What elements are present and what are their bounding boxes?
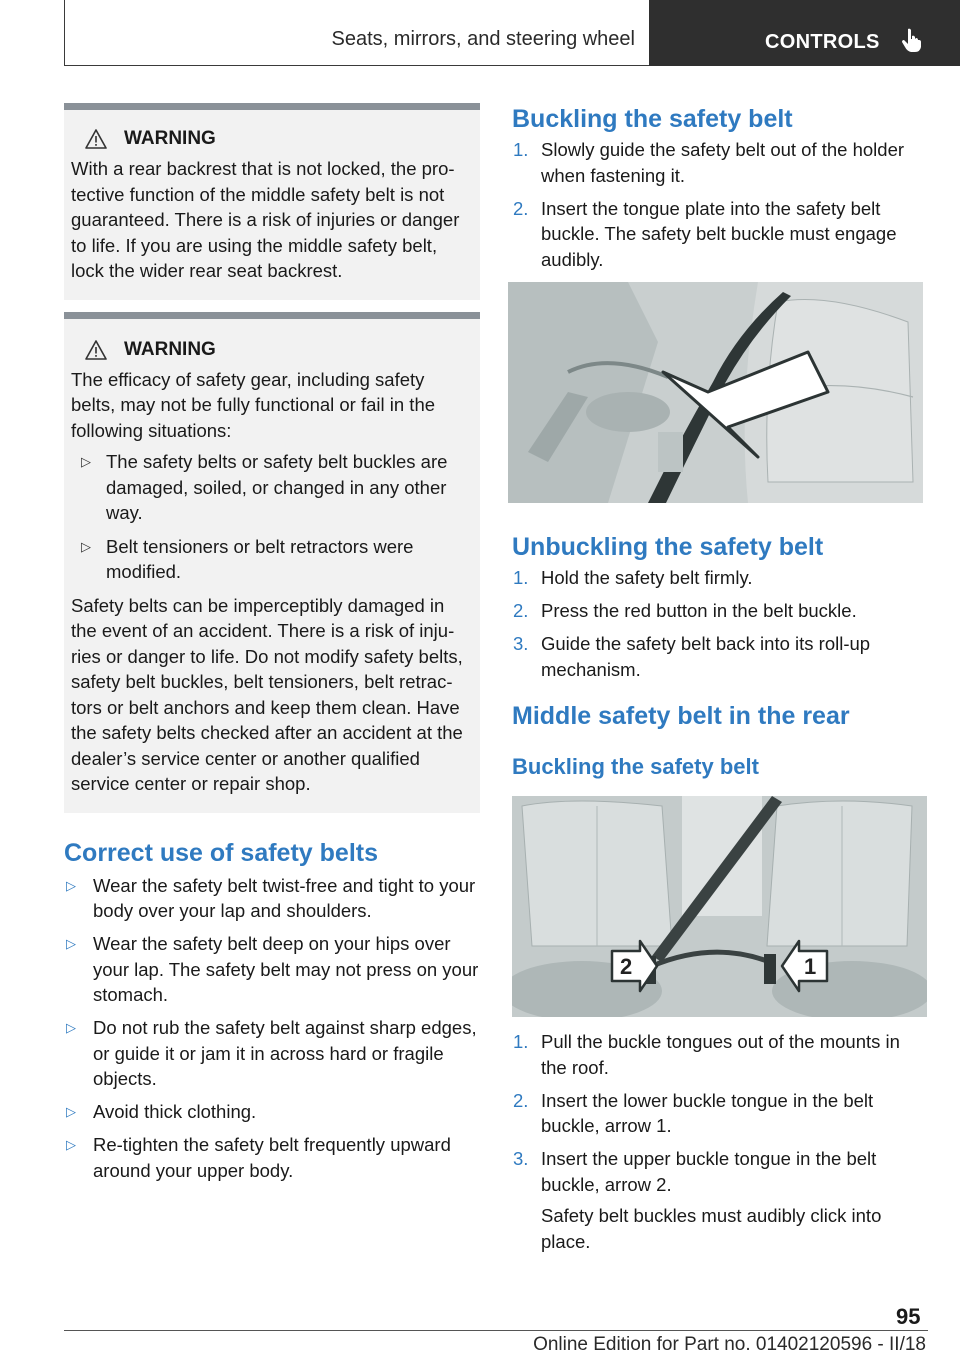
warning-triangle-icon bbox=[85, 340, 107, 360]
step-text: Slowly guide the safety belt out of the holder when fastening it. bbox=[541, 139, 905, 186]
triangle-bullet-icon: ▷ bbox=[81, 538, 91, 554]
arrow-label-2: 2 bbox=[620, 954, 633, 979]
triangle-bullet-icon: ▷ bbox=[66, 1137, 76, 1152]
section-heading-buckling: Buckling the safety belt bbox=[512, 105, 793, 133]
step-item bbox=[512, 1088, 927, 1139]
list-item bbox=[64, 931, 480, 1008]
step-item bbox=[512, 565, 927, 591]
step-text: Hold the safety belt firmly. bbox=[541, 567, 753, 588]
step-text: Pull the buckle tongues out of the mounts in the roof. bbox=[541, 1031, 900, 1078]
list-item-text: Belt tensioners or belt retractors were modified. bbox=[106, 535, 414, 582]
warning-title: WARNING bbox=[124, 338, 216, 360]
list-item bbox=[64, 1132, 480, 1183]
step-text: Insert the upper buckle tongue in the belt buckle, arrow 2. bbox=[541, 1148, 877, 1195]
step-number: 1. bbox=[513, 567, 529, 588]
section-heading-unbuckling: Unbuckling the safety belt bbox=[512, 533, 824, 561]
list-item-text: Re-tighten the safety belt frequently upward around your upper body. bbox=[93, 1134, 451, 1181]
step-item bbox=[512, 1029, 927, 1080]
list-item bbox=[71, 449, 472, 526]
step-text: Insert the lower buckle tongue in the belt buckle, arrow 1. bbox=[541, 1089, 874, 1136]
step-number: 1. bbox=[513, 1031, 529, 1052]
list-item bbox=[71, 534, 472, 585]
step-note: Safety belt buckles must audibly click into place. bbox=[541, 1205, 882, 1252]
list-item bbox=[64, 873, 480, 924]
right-column bbox=[512, 103, 927, 1262]
arrow-label-1: 1 bbox=[804, 954, 817, 979]
buckling-steps bbox=[512, 137, 927, 272]
page-number: 95 bbox=[896, 1304, 921, 1329]
footer-divider-right bbox=[864, 1330, 928, 1331]
list-item-text: Avoid thick clothing. bbox=[93, 1101, 257, 1122]
list-item bbox=[64, 1015, 480, 1092]
warning-box-efficacy bbox=[64, 312, 480, 813]
section-heading-middle-belt: Middle safety belt in the rear bbox=[512, 702, 850, 730]
step-number: 1. bbox=[513, 139, 529, 160]
section-title: Seats, mirrors, and steering wheel bbox=[331, 28, 635, 50]
section-heading-correct-use: Correct use of safety belts bbox=[64, 838, 378, 867]
triangle-bullet-icon: ▷ bbox=[66, 1104, 76, 1119]
warning-text: With a rear backrest that is not locked, the pro‐tective function of the middle safety belt is not guaranteed. There is a risk of injuries or danger to life. If you are using the middle safety belt, lock the wider rear seat backrest. bbox=[71, 158, 460, 281]
chapter-tab bbox=[649, 0, 960, 66]
step-text: Insert the tongue plate into the safety belt buckle. The safety belt buckle must engage audibly. bbox=[541, 197, 897, 270]
edition-footer: Online Edition for Part no. 01402120596 - II/18 bbox=[533, 1334, 926, 1355]
subheading-middle-buckling: Buckling the safety belt bbox=[512, 754, 759, 779]
step-number: 2. bbox=[513, 197, 529, 219]
list-item-text: Wear the safety belt deep on your hips over your lap. The safety belt may not press on your stomach. bbox=[93, 933, 479, 1005]
chapter-title: CONTROLS bbox=[765, 31, 880, 53]
step-text: Press the red button in the belt buckle. bbox=[541, 600, 857, 621]
rear-middle-belt-illustration bbox=[512, 796, 927, 1017]
warning-heading bbox=[71, 339, 472, 361]
step-item bbox=[512, 1146, 927, 1254]
middle-belt-steps bbox=[512, 1029, 927, 1254]
warning-box-backrest bbox=[64, 103, 480, 300]
step-item bbox=[512, 137, 927, 188]
step-number: 2. bbox=[513, 600, 529, 621]
front-seat-belt-illustration bbox=[508, 282, 923, 503]
list-item-text: Wear the safety belt twist-free and tight to your body over your lap and shoulders. bbox=[93, 874, 476, 921]
section-header bbox=[64, 0, 649, 66]
step-item bbox=[512, 631, 927, 682]
list-item-text: The safety belts or safety belt buckles are damaged, soiled, or changed in any other way. bbox=[106, 451, 448, 523]
step-item bbox=[512, 598, 927, 624]
pointing-hand-icon bbox=[898, 26, 926, 54]
list-item bbox=[64, 1099, 480, 1125]
warning-title: WARNING bbox=[124, 128, 216, 149]
left-column bbox=[64, 103, 480, 1191]
step-item bbox=[512, 196, 927, 273]
step-number: 2. bbox=[513, 1089, 529, 1111]
step-number: 3. bbox=[513, 1148, 529, 1169]
warning-heading bbox=[71, 128, 472, 150]
triangle-bullet-icon: ▷ bbox=[66, 877, 76, 893]
footer-divider bbox=[64, 1330, 864, 1331]
step-number: 3. bbox=[513, 633, 529, 654]
warning-outro: Safety belts can be imperceptibly damaged in the event of an accident. There is a risk of inju‐ries or danger to life. Do not modify safety belts, safety belt buckles, belt tensioners, belt retrac‐tors or belt anchors and keep them clean. Have the safety belts checked after an accident at the dealer’s service center or another qualified service center or repair shop. bbox=[71, 594, 463, 794]
warning-triangle-icon bbox=[85, 129, 107, 149]
triangle-bullet-icon: ▷ bbox=[66, 1020, 76, 1035]
list-item-text: Do not rub the safety belt against sharp edges, or guide it or jam it in across hard or fragile objects. bbox=[93, 1017, 477, 1089]
unbuckling-steps bbox=[512, 565, 927, 682]
triangle-bullet-icon: ▷ bbox=[66, 936, 76, 951]
step-text: Guide the safety belt back into its roll-up mechanism. bbox=[541, 633, 871, 680]
warning-list bbox=[71, 449, 472, 585]
correct-use-list bbox=[64, 873, 480, 1184]
triangle-bullet-icon: ▷ bbox=[81, 454, 91, 469]
warning-intro: The efficacy of safety gear, including safety belts, may not be fully functional or fail in the following situations: bbox=[71, 368, 436, 441]
